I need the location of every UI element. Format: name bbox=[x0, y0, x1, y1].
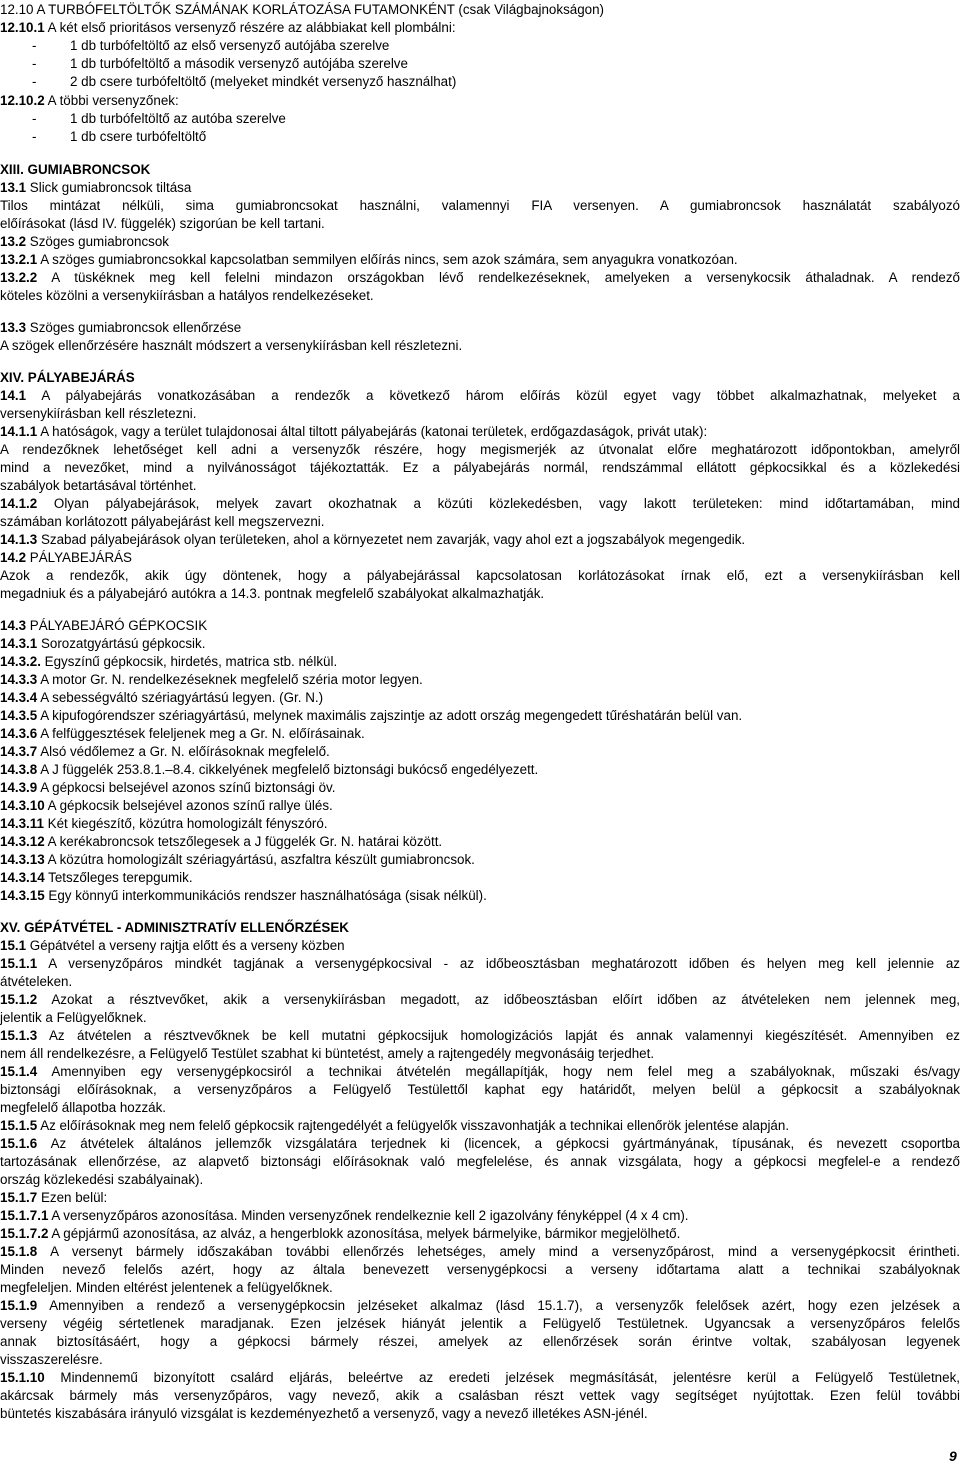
line-text: számában korlátozott pályabejárást kell megszervezni. bbox=[0, 514, 325, 529]
text-line bbox=[0, 851, 475, 869]
text-line bbox=[0, 973, 72, 991]
text-line bbox=[0, 1117, 789, 1135]
text-line bbox=[0, 287, 374, 305]
text-line bbox=[0, 269, 960, 287]
line-text: versenykiírásban kell részletezni. bbox=[0, 406, 197, 421]
list-item bbox=[0, 37, 389, 55]
section-number: 14.3.4 bbox=[0, 690, 38, 705]
text-line bbox=[0, 1297, 960, 1315]
text-line bbox=[0, 635, 205, 653]
line-text: megfelelő állapotba hozzák. bbox=[0, 1100, 167, 1115]
line-text: jelentik a Felügyelőknek. bbox=[0, 1010, 147, 1025]
section-number: 12.10.1 bbox=[0, 20, 45, 35]
line-text: PÁLYABEJÁRÓ GÉPKOCSIK bbox=[26, 618, 208, 633]
text-line bbox=[0, 441, 960, 459]
line-text: A rendezőknek lehetőséget kell adni a versenyzők részére, hogy megismerjék az útvonalat előre meghatározott időpontokban, amelyről bbox=[0, 442, 960, 457]
section-number: 14.3.8 bbox=[0, 762, 38, 777]
text-line bbox=[0, 833, 442, 851]
text-line bbox=[0, 1279, 333, 1297]
line-text: Az előírásoknak meg nem felelő gépkocsik rajtengedélyét a felügyelők visszavonhatják a technikai ellenőrök jelentése alapján. bbox=[37, 1118, 790, 1133]
text-line bbox=[0, 937, 345, 955]
page-number: 9 bbox=[949, 1448, 957, 1464]
text-line bbox=[0, 513, 325, 531]
section-heading bbox=[0, 369, 135, 387]
line-text: A J függelék 253.8.1.–8.4. cikkelyének megfelelő biztonsági bukócső engedélyezett. bbox=[37, 762, 539, 777]
line-text: 1 db turbófeltöltő a második versenyző autójába szerelve bbox=[70, 56, 408, 71]
text-line bbox=[0, 1207, 689, 1225]
section-number: 15.1.7 bbox=[0, 1190, 38, 1205]
line-text: A versenyt bármely időszakában további ellenőrzés lehetséges, amely mind a versenyzőpárost, mind a versenygépkocsit érintheti. bbox=[37, 1244, 960, 1259]
text-line bbox=[0, 761, 538, 779]
line-text: annak biztosításáért, hogy a gépkocsi bármely részei, amelyek az ellenőrzések során érintve voltak, szabályosan legyenek bbox=[0, 1334, 960, 1349]
section-number: 15.1.3 bbox=[0, 1028, 38, 1043]
text-line bbox=[0, 1315, 960, 1333]
line-text: Két kiegészítő, közútra homologizált fényszóró. bbox=[43, 816, 328, 831]
section-number: 14.3 bbox=[0, 618, 27, 633]
line-text: A hatóságok, vagy a terület tulajdonosai által tiltott pályabejárás (katonai területek, erdőgazdaságok, privát utak): bbox=[37, 424, 708, 439]
line-text: A gépkocsi belsejével azonos színű biztonsági öv. bbox=[37, 780, 336, 795]
text-line bbox=[0, 1261, 960, 1279]
text-line bbox=[0, 869, 193, 887]
line-text: A tüskéknek meg kell felelni mindazon országokban lévő rendelkezéseknek, amelyeken a versenykocsik áthaladnak. A rendező bbox=[37, 270, 960, 285]
section-number: 14.3.15 bbox=[0, 888, 45, 903]
text-line bbox=[0, 215, 325, 233]
section-heading bbox=[0, 161, 150, 179]
text-line bbox=[0, 337, 462, 355]
line-text: A motor Gr. N. rendelkezéseknek megfelelő széria motor legyen. bbox=[37, 672, 423, 687]
text-line bbox=[0, 707, 742, 725]
text-line bbox=[0, 233, 169, 251]
section-number: 15.1.6 bbox=[0, 1136, 38, 1151]
line-text: Alsó védőlemez a Gr. N. előírásoknak megfelelő. bbox=[37, 744, 330, 759]
text-line bbox=[0, 797, 333, 815]
line-text: nem áll rendelkezésre, a Felügyelő Testület szabhat ki büntetést, amely a rajtengedély megvonásáig terjedhet. bbox=[0, 1046, 655, 1061]
text-line bbox=[0, 405, 196, 423]
section-number: 15.1.2 bbox=[0, 992, 38, 1007]
line-text: Az átvételen a résztvevőknek be kell mutatni gépkocsijuk homologizációs lapját és annak valamennyi kiegészítését. Amennyiben ez bbox=[37, 1028, 960, 1043]
line-text: 1 db turbófeltöltő az autóba szerelve bbox=[70, 111, 286, 126]
section-number: 14.3.1 bbox=[0, 636, 38, 651]
section-number: 14.2 bbox=[0, 550, 27, 565]
section-number: 14.1.2 bbox=[0, 496, 38, 511]
text-line bbox=[0, 197, 960, 215]
list-item bbox=[0, 55, 408, 73]
line-text: Szöges gumiabroncsok bbox=[26, 234, 169, 249]
section-number: 14.3.2. bbox=[0, 654, 41, 669]
line-text: Egyszínű gépkocsik, hirdetés, matrica stb. nélkül. bbox=[40, 654, 338, 669]
line-text: A sebességváltó szériagyártású legyen. (Gr. N.) bbox=[37, 690, 324, 705]
section-number: 15.1.7.1 bbox=[0, 1208, 49, 1223]
text-line bbox=[0, 179, 191, 197]
line-text: A kerékabroncsok tetszőlegesek a J függelék Gr. N. határai között. bbox=[44, 834, 443, 849]
line-text: A pályabejárás vonatkozásában a rendezők a következő három előírás közül egyet vagy többet alkalmazhatnak, melyeket a bbox=[26, 388, 960, 403]
section-number: 14.3.6 bbox=[0, 726, 38, 741]
section-number: 15.1.7.2 bbox=[0, 1226, 49, 1241]
line-text: 1 db csere turbófeltöltő bbox=[70, 129, 207, 144]
text-line bbox=[0, 689, 323, 707]
line-text: Tilos mintázat nélküli, sima gumiabroncsokat használni, valamennyi FIA versenyen. A gumiabroncsok használatát szabályozó bbox=[0, 198, 960, 213]
text-line bbox=[0, 1081, 960, 1099]
section-number: 13.2.1 bbox=[0, 252, 38, 267]
text-line bbox=[0, 1099, 166, 1117]
section-number: 14.1.3 bbox=[0, 532, 38, 547]
section-number: 14.3.9 bbox=[0, 780, 38, 795]
line-text: A szöges gumiabroncsokkal kapcsolatban semmilyen előírás nincs, sem azok számára, sem anyagukra vonatkozóan. bbox=[37, 252, 738, 267]
text-line bbox=[0, 19, 456, 37]
line-text: A szögek ellenőrzésére használt módszert a versenykiírásban kell részletezni. bbox=[0, 338, 463, 353]
line-text: Egy könnyű interkommunikációs rendszer használhatósága (sisak nélkül). bbox=[44, 888, 487, 903]
section-number: 14.3.14 bbox=[0, 870, 45, 885]
list-item bbox=[0, 110, 286, 128]
text-line bbox=[0, 1027, 960, 1045]
text-line bbox=[0, 92, 179, 110]
line-text: megfeleljen. Minden eltérést jelentenek a felügyelőknek. bbox=[0, 1280, 333, 1295]
line-text: Amennyiben a rendező a versenygépkocsin jelzéseket alkalmaz (lásd 15.1.7), a versenyzők felelősek azért, hogy ezen jelzések a bbox=[37, 1298, 960, 1313]
text-line bbox=[0, 1189, 107, 1207]
text-line bbox=[0, 251, 738, 269]
text-line bbox=[0, 423, 707, 441]
section-number: 15.1.5 bbox=[0, 1118, 38, 1133]
section-number: 15.1.8 bbox=[0, 1244, 38, 1259]
text-line bbox=[0, 991, 960, 1009]
section-number: 15.1.1 bbox=[0, 956, 38, 971]
line-text: A felfüggesztések feleljenek meg a Gr. N. előírásainak. bbox=[37, 726, 365, 741]
section-number: 15.1.4 bbox=[0, 1064, 38, 1079]
section-number: 15.1.10 bbox=[0, 1370, 45, 1385]
text-line bbox=[0, 671, 423, 689]
line-text: megadniuk és a pályabejáró autókra a 14.3. pontnak megfelelő szabályokat alkalmazhatják. bbox=[0, 586, 545, 601]
line-text: XIV. PÁLYABEJÁRÁS bbox=[0, 370, 135, 385]
text-line bbox=[0, 1351, 103, 1369]
line-text: előírásokat (lásd IV. függelék) szigorúan be kell tartani. bbox=[0, 216, 325, 231]
section-number: 13.2.2 bbox=[0, 270, 38, 285]
section-number: 15.1.9 bbox=[0, 1298, 38, 1313]
text-line bbox=[0, 743, 330, 761]
line-text: 1 db turbófeltöltő az első versenyző autójába szerelve bbox=[70, 38, 390, 53]
line-text: 12.10 A TURBÓFELTÖLTŐK SZÁMÁNAK KORLÁTOZÁSA FUTAMONKÉNT (csak Világbajnokságon) bbox=[0, 2, 605, 17]
text-line bbox=[0, 1225, 680, 1243]
line-text: biztonsági előírásoknak, a versenyzőpáros a Felügyelő Testülettől kaphat egy határidőt, melyen belül a gépkocsit a szabályoknak bbox=[0, 1082, 960, 1097]
line-text: Ezen belül: bbox=[37, 1190, 108, 1205]
list-item bbox=[0, 128, 206, 146]
text-line bbox=[0, 319, 241, 337]
line-text: átvételeken. bbox=[0, 974, 73, 989]
text-line bbox=[0, 725, 365, 743]
text-line bbox=[0, 1045, 654, 1063]
line-text: Gépátvétel a verseny rajtja előtt és a verseny közben bbox=[26, 938, 345, 953]
text-line bbox=[0, 1369, 960, 1387]
line-text: A versenyzőpáros azonosítása. Minden versenyzőnek rendelkeznie kell 2 igazolvány fényképpel (4 x 4 cm). bbox=[48, 1208, 689, 1223]
text-line bbox=[0, 1405, 648, 1423]
dash-bullet: - bbox=[32, 56, 37, 71]
line-text: A kipufogórendszer szériagyártású, melynek maximális zajszintje az adott ország megengedett tűréshatárán belül van. bbox=[37, 708, 743, 723]
line-text: Sorozatgyártású gépkocsik. bbox=[37, 636, 206, 651]
line-text: köteles közölni a versenykiírásban a hatályos rendelkezéseket. bbox=[0, 288, 374, 303]
list-item bbox=[0, 73, 456, 91]
line-text: A két első prioritásos versenyző részére az alábbiakat kell plombálni: bbox=[44, 20, 456, 35]
line-text: Az átvételek általános jellemzők vizsgálatára terjednek ki (licencek, a gépkocsi gyártmányának, típusának, és nevezett csoportba bbox=[37, 1136, 960, 1151]
line-text: mind a nevezőket, mind a nyilvánosságot tájékoztatták. Ez a pályabejárás normál, rendszámmal ellátott gépkocsikkal és a közlekedési bbox=[0, 460, 960, 475]
text-line bbox=[0, 955, 960, 973]
line-text: akárcsak bármely más versenyzőpáros, vagy nevező, akik a csalásban részt vettek vagy segítséget nyújtottak. Ezen felül további bbox=[0, 1388, 960, 1403]
line-text: Olyan pályabejárások, melyek zavart okozhatnak a közúti közlekedésben, vagy lakott területeken: mind időtartamában, mind bbox=[37, 496, 960, 511]
line-text: Slick gumiabroncsok tiltása bbox=[26, 180, 192, 195]
section-number: 13.3 bbox=[0, 320, 27, 335]
text-line bbox=[0, 1333, 960, 1351]
line-text: A versenyzőpáros mindkét tagjának a versenygépkocsival - az időbeosztásban meghatározott időben és helyen meg kell jelennie az bbox=[37, 956, 960, 971]
text-line bbox=[0, 1171, 203, 1189]
section-number: 14.3.3 bbox=[0, 672, 38, 687]
line-text: ország közlekedési szabályainak). bbox=[0, 1172, 204, 1187]
text-line bbox=[0, 1135, 960, 1153]
section-number: 14.3.5 bbox=[0, 708, 38, 723]
line-text: A közútra homologizált szériagyártású, aszfaltra készült gumiabroncsok. bbox=[44, 852, 475, 867]
dash-bullet: - bbox=[32, 111, 37, 126]
section-number: 15.1 bbox=[0, 938, 27, 953]
text-line bbox=[0, 1243, 960, 1261]
line-text: büntetés kiszabására irányuló vizsgálat is kezdeményezhető a versenyző, vagy a nevező illetékes ASN-jénél. bbox=[0, 1406, 648, 1421]
text-line bbox=[0, 495, 960, 513]
text-line bbox=[0, 1063, 960, 1081]
text-line bbox=[0, 531, 745, 549]
text-line bbox=[0, 585, 544, 603]
text-line bbox=[0, 1, 604, 19]
line-text: Minden nevező felelős azért, hogy az általa benevezett versenygépkocsi a verseny időtartama alatt a technikai szabályoknak bbox=[0, 1262, 960, 1277]
text-line bbox=[0, 387, 960, 405]
text-line bbox=[0, 653, 337, 671]
line-text: XV. GÉPÁTVÉTEL - ADMINISZTRATÍV ELLENŐRZÉSEK bbox=[0, 920, 349, 935]
line-text: tartozásának ellenőrzése, az alapvető biztonsági előírásoknak való megfelelése, és annak vizsgálata, hogy a gépkocsi megfelel-e a rendező bbox=[0, 1154, 960, 1169]
dash-bullet: - bbox=[32, 129, 37, 144]
text-line bbox=[0, 815, 328, 833]
section-heading bbox=[0, 919, 349, 937]
line-text: Azok a rendezők, akik úgy döntenek, hogy a pályabejárással kapcsolatosan korlátozásokat írnak elő, ezt a versenykiírásban kell bbox=[0, 568, 960, 583]
section-number: 14.3.7 bbox=[0, 744, 38, 759]
text-line bbox=[0, 567, 960, 585]
section-number: 14.3.12 bbox=[0, 834, 45, 849]
dash-bullet: - bbox=[32, 74, 37, 89]
line-text: 2 db csere turbófeltöltő (melyeket mindkét versenyző használhat) bbox=[70, 74, 457, 89]
text-line bbox=[0, 1009, 147, 1027]
text-line bbox=[0, 1153, 960, 1171]
text-line bbox=[0, 887, 487, 905]
line-text: XIII. GUMIABRONCSOK bbox=[0, 162, 151, 177]
section-number: 14.1.1 bbox=[0, 424, 38, 439]
line-text: Azokat a résztvevőket, akik a versenykiírásban megadott, az időbeosztásban előírt időben az átvételeken nem jelennek meg, bbox=[37, 992, 960, 1007]
section-number: 14.1 bbox=[0, 388, 27, 403]
line-text: Tetszőleges terepgumik. bbox=[44, 870, 193, 885]
text-line bbox=[0, 779, 335, 797]
section-number: 12.10.2 bbox=[0, 93, 45, 108]
line-text: Szöges gumiabroncsok ellenőrzése bbox=[26, 320, 242, 335]
text-line bbox=[0, 1387, 960, 1405]
section-number: 14.3.13 bbox=[0, 852, 45, 867]
line-text: Mindennemű bizonyított csalárd eljárás, beleértve az eredeti jelzések megmásítását, jelentésre kerül a Felügyelő Testületnek, bbox=[44, 1370, 960, 1385]
section-number: 14.3.10 bbox=[0, 798, 45, 813]
line-text: visszaszerelésre. bbox=[0, 1352, 103, 1367]
line-text: A gépkocsik belsejével azonos színű rallye ülés. bbox=[44, 798, 333, 813]
line-text: A többi versenyzőnek: bbox=[44, 93, 179, 108]
line-text: verseny végéig sértetlenek maradjanak. Ezen jelzések hiányát jelentik a Felügyelő Testületnek. Ugyancsak a versenyzőpáros felelős bbox=[0, 1316, 960, 1331]
line-text: A gépjármű azonosítása, az alváz, a hengerblokk azonosítása, melyek bármelyike, bármikor megjelölhető. bbox=[48, 1226, 681, 1241]
line-text: Szabad pályabejárások olyan területeken, ahol a környezetet nem zavarják, vagy ahol ezt a jogszabályok megengedik. bbox=[37, 532, 746, 547]
section-number: 13.1 bbox=[0, 180, 27, 195]
section-number: 14.3.11 bbox=[0, 816, 44, 831]
dash-bullet: - bbox=[32, 38, 37, 53]
text-line bbox=[0, 477, 197, 495]
text-line bbox=[0, 459, 960, 477]
line-text: Amennyiben egy versenygépkocsiról a technikai átvételén megállapítják, hogy nem felel meg a szabályoknak, műszaki és/vagy bbox=[37, 1064, 960, 1079]
line-text: szabályok betartásával történhet. bbox=[0, 478, 197, 493]
text-line bbox=[0, 549, 132, 567]
line-text: PÁLYABEJÁRÁS bbox=[26, 550, 132, 565]
section-number: 13.2 bbox=[0, 234, 27, 249]
text-line bbox=[0, 617, 207, 635]
